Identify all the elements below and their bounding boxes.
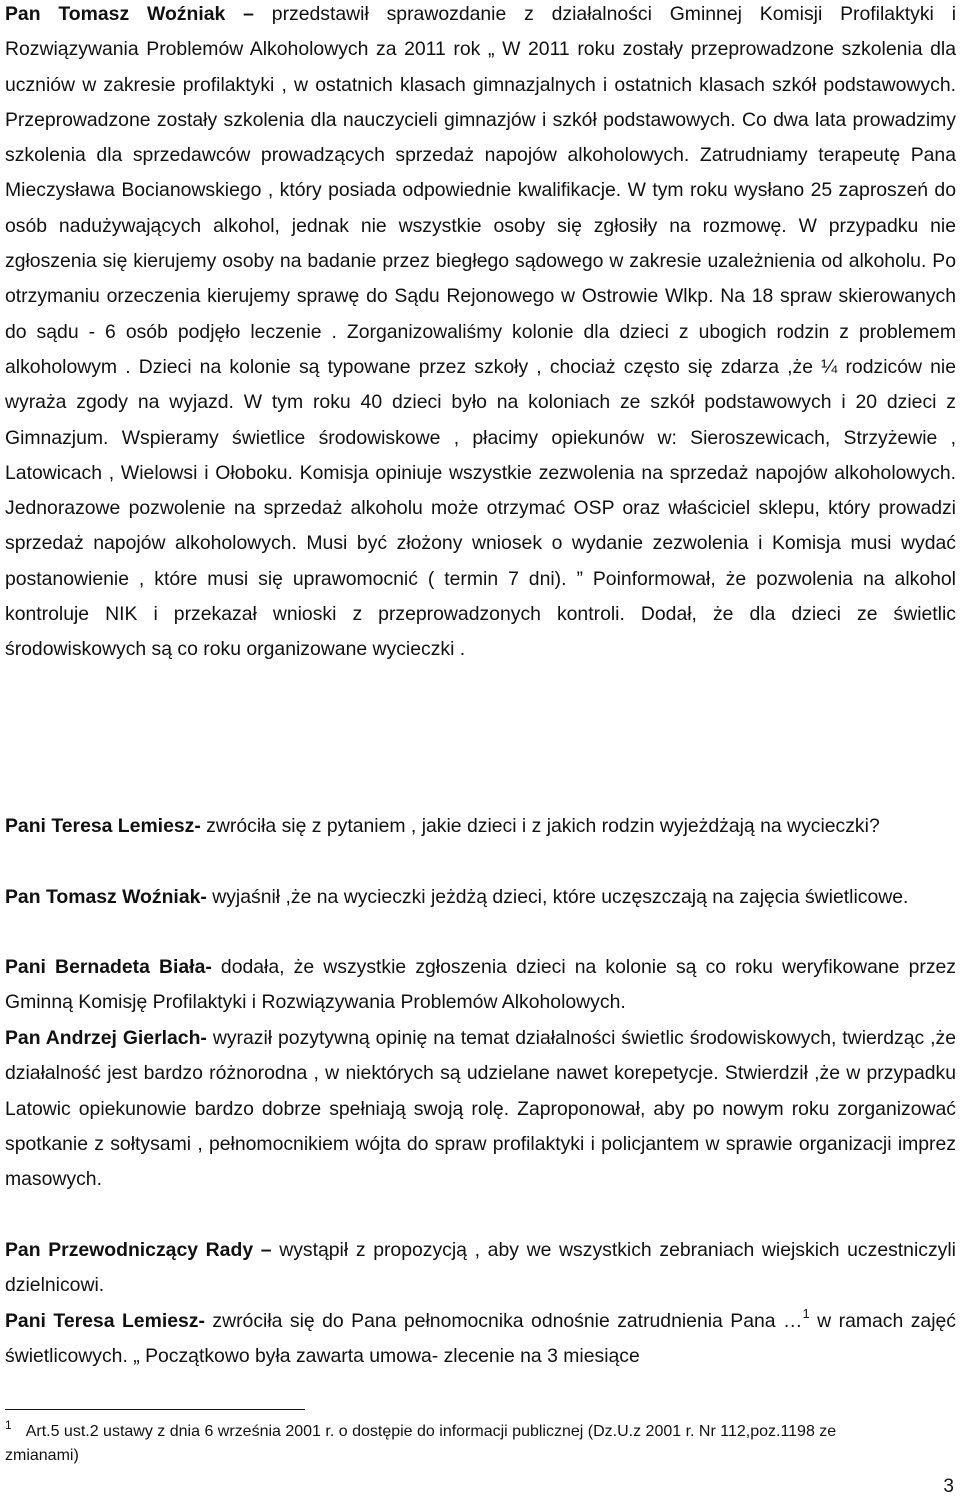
speaker-name: Pan Tomasz Woźniak – — [5, 3, 254, 25]
paragraph-text-continued: w ramach zajęć świetlicowych. „ Początkowo była zawarta umowa- zlecenie na 3 miesiące — [5, 1310, 956, 1368]
paragraph-text: zwróciła się z pytaniem , jakie dzieci i z jakich rodzin wyjeżdżają na wycieczki? — [200, 815, 880, 837]
paragraph-lemiesz-question — [5, 809, 956, 844]
speaker-name: Pan Przewodniczący Rady – — [5, 1239, 272, 1261]
footnote-text: Art.5 ust.2 ustawy z dnia 6 września 2001 r. o dostępie do informacji publicznej (Dz.U.z 2001 r. Nr 112,poz.1198 ze zmianami) — [5, 1423, 837, 1464]
paragraph-biala — [5, 950, 956, 1021]
paragraph-text: wyjaśnił ,że na wycieczki jeżdżą dzieci, które uczęszczają na zajęcia świetlicowe. — [206, 886, 909, 908]
paragraph-report-wozniak — [5, 0, 956, 668]
speaker-name: Pani Bernadeta Biała- — [5, 956, 212, 978]
paragraph-text: wyraził pozytywną opinię na temat działalności świetlic środowiskowych, twierdząc ,że działalność jest bardzo różnorodna , w niektórych są udzielane nawet korepetycje. Stwierdził ,że w przypadku Latowic opiekunowie bardzo dobrze spełniają swoją rolę. Zaproponował, aby po nowym roku zorganizować spotkanie z sołtysami , pełnomocnikiem wójta do spraw profilaktyki i policjantem w sprawie organizacji imprez masowych. — [5, 1027, 957, 1191]
footnote-number: 1 — [5, 1418, 12, 1432]
speaker-name: Pani Teresa Lemiesz- — [5, 1310, 205, 1332]
speaker-name: Pan Tomasz Woźniak- — [5, 886, 207, 908]
paragraph-wozniak-answer — [5, 880, 956, 915]
footnote-reference[interactable]: 1 — [802, 1306, 810, 1321]
page-number: 3 — [943, 1476, 954, 1497]
paragraph-lemiesz-employment — [5, 1304, 956, 1375]
paragraph-gierlach — [5, 1021, 956, 1197]
paragraph-chairman — [5, 1233, 956, 1304]
speaker-name: Pan Andrzej Gierlach- — [5, 1027, 207, 1049]
speaker-name: Pani Teresa Lemiesz- — [5, 815, 201, 837]
paragraph-text: przedstawił sprawozdanie z działalności Gminnej Komisji Profilaktyki i Rozwiązywania Problemów Alkoholowych za 2011 rok „ W 2011 roku zostały przeprowadzone szkolenia dla uczniów w zakresie profilaktyki , w ostatnich klasach gimnazjalnych i ostatnich klasach szkół podstawowych. Przeprowadzone zostały szkolenia dla nauczycieli gimnazjów i szkół podstawowych. Co dwa lata prowadzimy szkolenia dla sprzedawców prowadzących sprzedaż napojów alkoholowych. Zatrudniamy terapeutę Pana Mieczysława Bocianowskiego , który posiada odpowiednie kwalifikacje. W tym roku wysłano 25 zaproszeń do osób nadużywających alkohol, jednak nie wszystkie osoby się zgłosiły na rozmowę. W przypadku nie zgłoszenia się kierujemy osoby na badanie przez biegłego sądowego w zakresie uzależnienia od alkoholu. Po otrzymaniu orzeczenia kierujemy sprawę do Sądu Rejonowego w Ostrowie Wlkp. Na 18 spraw skierowanych do sądu - 6 osób podjęło leczenie . Zorganizowaliśmy kolonie dla dzieci z ubogich rodzin z problemem alkoholowym . Dzieci na kolonie są typowane przez szkoły , chociaż często się zdarza ,że ¼ rodziców nie wyraża zgody na wyjazd. W tym roku 40 dzieci było na koloniach ze szkół podstawowych i 20 dzieci z Gimnazjum. Wspieramy świetlice środowiskowe , płacimy opiekunów w: Sieroszewicach, Strzyżewie , Latowicach , Wielowsi i Ołoboku. Komisja opiniuje wszystkie zezwolenia na sprzedaż napojów alkoholowych. Jednorazowe pozwolenie na sprzedaż alkoholu może otrzymać OSP oraz właściciel sklepu, który prowadzi sprzedaż napojów alkoholowych. Musi być złożony wniosek o wydanie zezwolenia i Komisja musi wydać postanowienie , które musi się uprawomocnić ( termin 7 dni). ” Poinformował, że pozwolenia na alkohol kontroluje NIK i przekazał wnioski z przeprowadzonych kontroli. Dodał, że dla dzieci ze świetlic środowiskowych są co roku organizowane wycieczki . — [5, 3, 957, 661]
paragraph-text: zwróciła się do Pana pełnomocnika odnośnie zatrudnienia Pana … — [204, 1310, 803, 1332]
paragraph-text: wystąpił z propozycją , aby we wszystkich zebraniach wiejskich uczestniczyli dzielnicowi. — [5, 1239, 956, 1297]
footnote — [5, 1420, 905, 1468]
paragraph-text: dodała, że wszystkie zgłoszenia dzieci na kolonie są co roku weryfikowane przez Gminną Komisję Profilaktyki i Rozwiązywania Problemów Alkoholowych. — [5, 956, 956, 1014]
footnote-separator — [5, 1409, 305, 1410]
